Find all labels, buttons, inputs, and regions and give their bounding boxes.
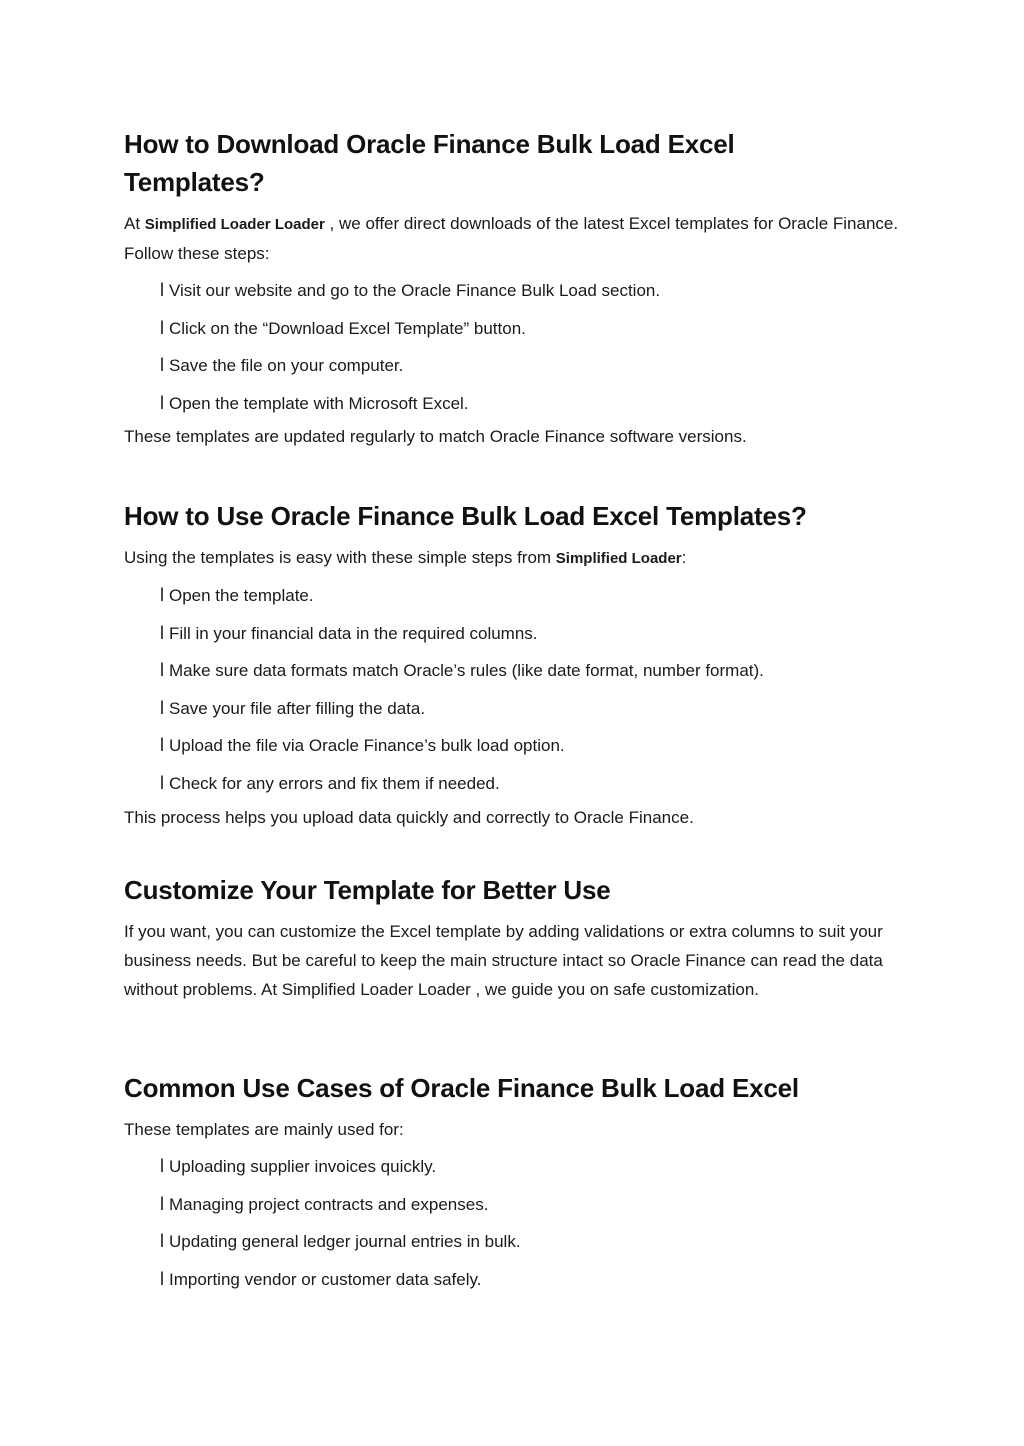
bullet-marker: l <box>160 697 164 718</box>
list-item <box>160 765 904 803</box>
list-item <box>160 577 904 615</box>
list-item <box>160 310 904 348</box>
section-common-use-cases <box>124 1069 904 1298</box>
bullet-marker: l <box>160 317 164 338</box>
bullet-marker: l <box>160 280 164 300</box>
heading-line-1: How to Download Oracle Finance Bulk Load Excel <box>124 129 735 159</box>
list-item <box>160 272 904 310</box>
list-item <box>160 652 904 690</box>
list-item <box>160 1148 904 1186</box>
section-heading: How to Use Oracle Finance Bulk Load Excel Templates? <box>124 501 807 531</box>
section-use-templates <box>124 497 904 832</box>
list-item-text: Check for any errors and fix them if needed. <box>169 773 500 793</box>
section-customize-template <box>124 871 904 1004</box>
bullet-marker: l <box>160 1156 164 1176</box>
list-item-text: Open the template with Microsoft Excel. <box>169 393 469 413</box>
list-item <box>160 690 904 728</box>
bullet-marker: l <box>160 392 164 413</box>
list-item-text: Uploading supplier invoices quickly. <box>169 1157 437 1176</box>
list-item <box>160 1186 904 1224</box>
list-item-text: Importing vendor or customer data safely. <box>169 1269 482 1289</box>
section-outro: These templates are updated regularly to match Oracle Finance software versions. <box>124 427 747 447</box>
section-heading: Customize Your Template for Better Use <box>124 875 611 905</box>
section-intro <box>124 209 904 268</box>
section-intro <box>124 543 904 573</box>
list-item-text: Save the file on your computer. <box>169 356 404 376</box>
bullet-marker: l <box>160 1231 164 1252</box>
list-item-text: Visit our website and go to the Oracle Finance Bulk Load section. <box>169 281 661 300</box>
list-item-text: Managing project contracts and expenses. <box>169 1194 489 1214</box>
intro-suffix: , we offer direct downloads of the latest Excel templates for Oracle Finance. Follow these steps: <box>124 214 899 263</box>
intro-suffix: : <box>681 548 687 567</box>
list-item-text: Make sure data formats match Oracle’s rules (like date format, number format). <box>169 661 764 681</box>
intro-brand: Simplified Loader <box>555 550 682 567</box>
steps-list <box>124 577 904 803</box>
list-item-text: Save your file after filling the data. <box>169 698 426 718</box>
section-outro: This process helps you upload data quickly and correctly to Oracle Finance. <box>124 807 694 827</box>
list-item-text: Updating general ledger journal entries in bulk. <box>169 1232 521 1252</box>
bullet-marker: l <box>160 355 164 376</box>
bullet-marker: l <box>160 1193 164 1214</box>
list-item <box>160 347 904 385</box>
list-item-text: Fill in your financial data in the required columns. <box>169 623 538 643</box>
bullet-marker: l <box>160 622 164 643</box>
list-item <box>160 385 904 423</box>
section-heading <box>124 125 904 201</box>
list-item <box>160 615 904 653</box>
bullet-marker: l <box>160 1268 164 1289</box>
intro-prefix: Using the templates is easy with these simple steps from <box>124 548 556 567</box>
steps-list <box>124 272 904 422</box>
heading-line-2: Templates? <box>124 167 265 197</box>
section-download-templates <box>124 125 904 451</box>
bullet-marker: l <box>160 660 164 681</box>
list-item-text: Upload the file via Oracle Finance’s bulk load option. <box>169 736 565 756</box>
section-heading: Common Use Cases of Oracle Finance Bulk Load Excel <box>124 1073 799 1103</box>
list-item-text: Click on the “Download Excel Template” button. <box>169 318 526 338</box>
bullet-marker: l <box>160 585 164 605</box>
use-cases-list <box>124 1148 904 1298</box>
list-item <box>160 1223 904 1261</box>
list-item-text: Open the template. <box>169 586 314 605</box>
section-intro: These templates are mainly used for: <box>124 1120 404 1139</box>
bullet-marker: l <box>160 772 164 793</box>
list-item <box>160 1261 904 1299</box>
intro-prefix: At <box>124 214 145 233</box>
section-body: If you want, you can customize the Excel template by adding validations or extra columns to suit your business needs. But be careful to keep the main structure intact so Oracle Finance can read the data without problems. At Simplified Loader Loader , we guide you on safe customization. <box>124 922 883 999</box>
bullet-marker: l <box>160 735 164 756</box>
list-item <box>160 727 904 765</box>
intro-brand: Simplified Loader Loader <box>144 216 325 233</box>
